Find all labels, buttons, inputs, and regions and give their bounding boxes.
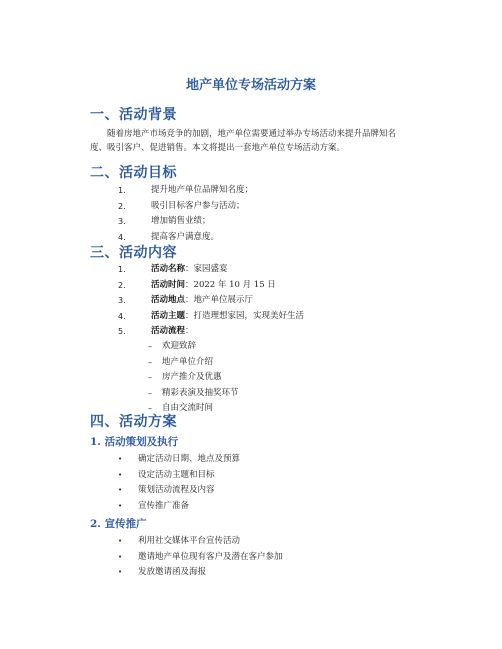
heading-plan: 四、活动方案 xyxy=(90,414,177,430)
subheading-planning: 1. 活动策划及执行 xyxy=(90,436,179,448)
background-paragraph xyxy=(90,127,437,155)
document-page: 地产单位专场活动方案 一、活动背景 随着房地产市场竞争的加剧，地产单位需要通过举办专场活动来提升品牌知名 度、吸引客户、促进销售。本文将提出一套地产单位专场活动方案。 二、活动目标 1. 提升地产单位品牌知名度； 2. 吸引目标客户参与活动； 3. 增加销售业绩； 4. 提高客户满意度。 三、活动内容 1. 活动名称：家园盛宴 2. 活动时间：2022 年 10 月 15 日 3. 活动地点：地产单位展示厅 4. 活动主题：打造理想家园，实现美好生活 5. 活动流程： – 欢迎致辞 – 地产单位介绍 – 房产推介及优惠 – 精彩表演及抽奖环节 – 自由交流时间 四、活动方案 1. 活动策划及执行 • 确定活动日期、地点及预算 • 设定活动主题和目标 • 策划活动流程及内容 • 宣传推广准备 2. 宣传推广 • 利用社交媒体平台宣传活动 • 邀请地产单位现有客户及潜在客户参加 • 发放邀请函及海报 xyxy=(0,0,502,649)
heading-content: 三、活动内容 xyxy=(90,245,177,261)
document-title: 地产单位专场活动方案 xyxy=(185,78,316,93)
heading-background: 一、活动背景 xyxy=(90,107,177,123)
background-line-1: 随着房地产市场竞争的加剧，地产单位需要通过举办专场活动来提升品牌知名 xyxy=(107,129,397,139)
heading-goals: 二、活动目标 xyxy=(90,165,177,181)
subheading-promotion: 2. 宣传推广 xyxy=(90,518,147,530)
background-line-2: 度、吸引客户、促进销售。本文将提出一套地产单位专场活动方案。 xyxy=(90,143,346,153)
